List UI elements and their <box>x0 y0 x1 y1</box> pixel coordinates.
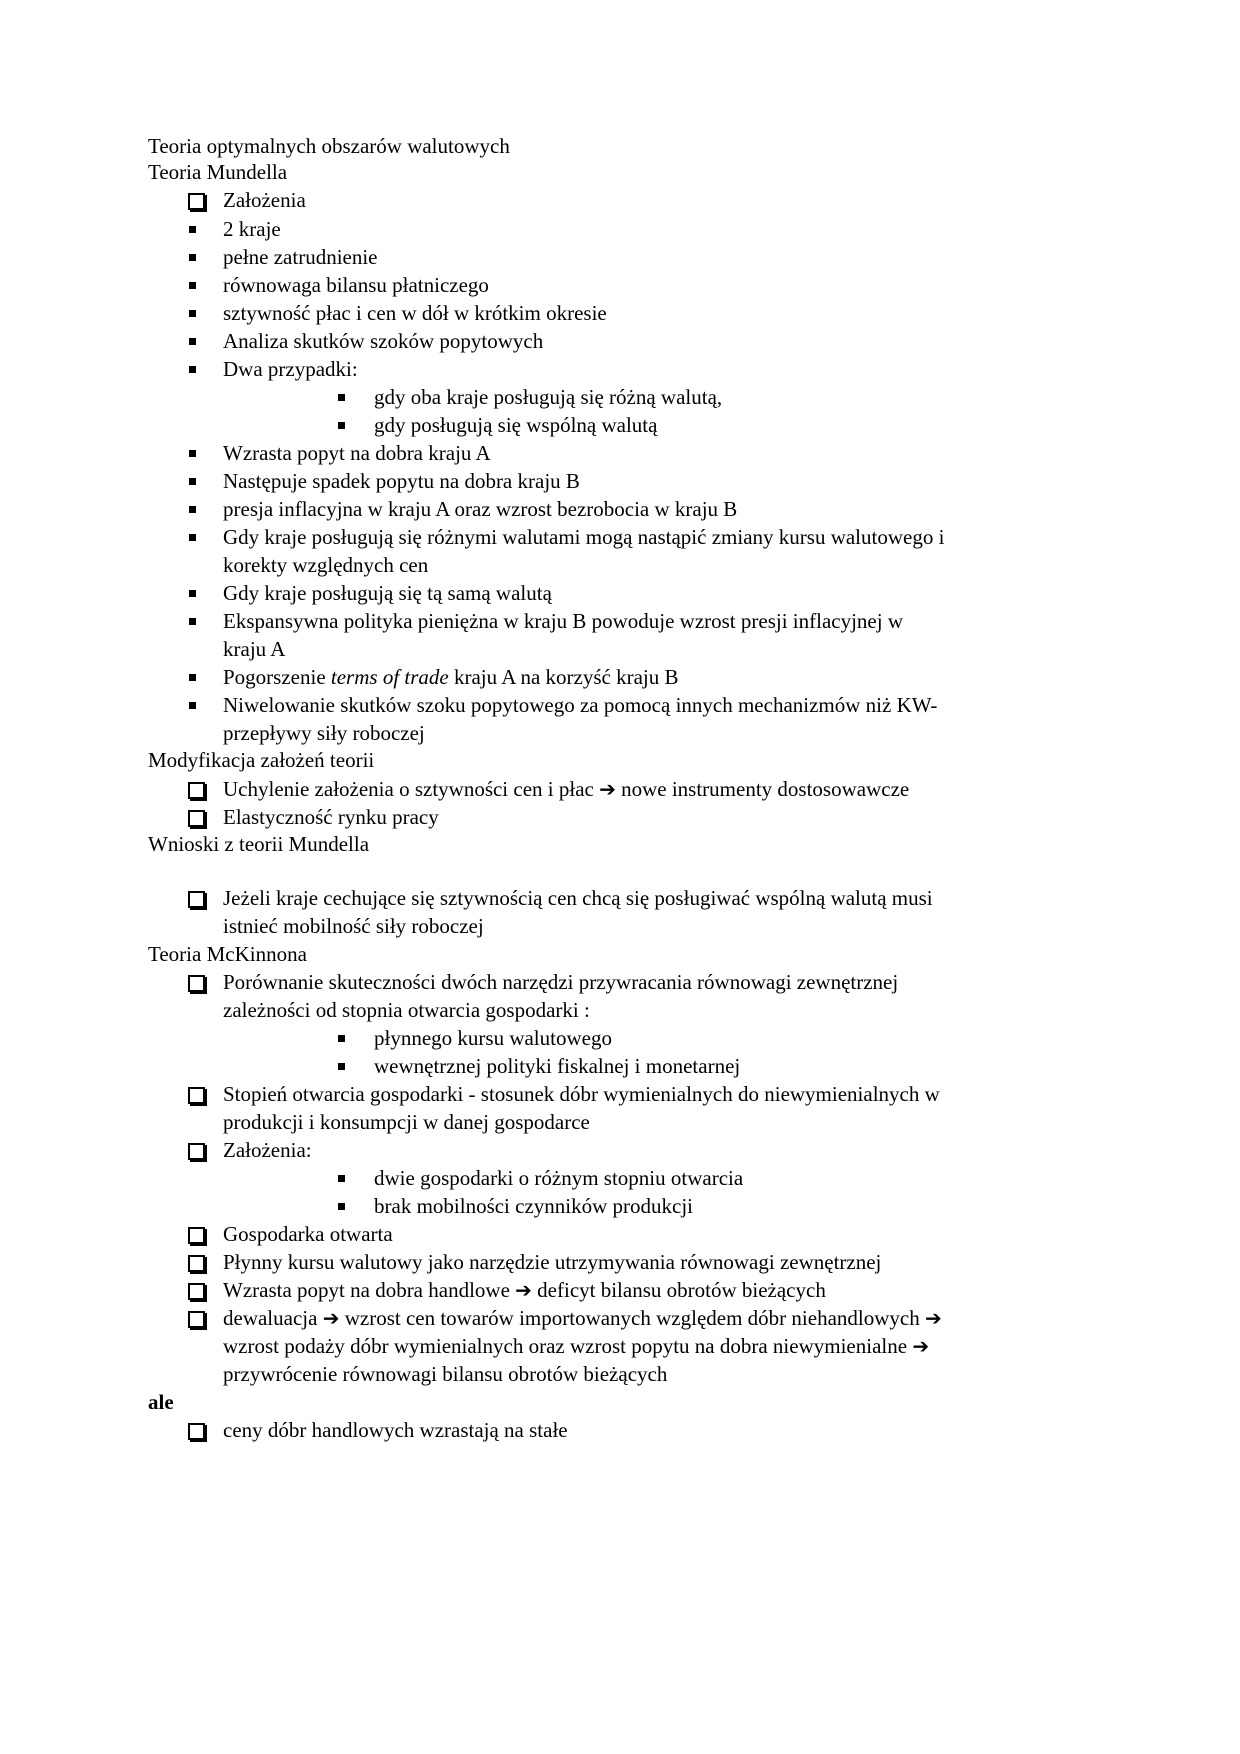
list-item-continuation: zależności od stopnia otwarcia gospodarki : <box>223 998 590 1022</box>
checkbox-icon <box>188 975 205 992</box>
list-item: Niwelowanie skutków szoku popytowego za pomocą innych mechanizmów niż KW- <box>223 693 938 717</box>
checkbox-icon <box>188 1087 205 1104</box>
square-bullet-icon <box>338 394 345 401</box>
checkbox-icon <box>188 193 205 210</box>
checkbox-icon <box>188 782 205 799</box>
square-bullet-icon <box>189 506 196 513</box>
text-run: wzrost podaży dóbr wymienialnych oraz wzrost popytu na dobra niewymienialne <box>223 1334 913 1358</box>
list-item <box>223 775 909 803</box>
list-item-continuation: kraju A <box>223 637 286 661</box>
checkbox-icon <box>188 891 205 908</box>
emphasis-text: terms of trade <box>330 665 449 689</box>
sub-list-item: wewnętrznej polityki fiskalnej i monetarnej <box>374 1054 741 1078</box>
square-bullet-icon <box>189 282 196 289</box>
list-item-continuation: przywrócenie równowagi bilansu obrotów bieżących <box>223 1362 668 1386</box>
section-heading-wnioski: Wnioski z teorii Mundella <box>148 832 370 856</box>
list-item: sztywność płac i cen w dół w krótkim okresie <box>223 301 607 325</box>
square-bullet-icon <box>189 450 196 457</box>
square-bullet-icon <box>338 1203 345 1210</box>
checkbox-icon <box>188 1227 205 1244</box>
checkbox-icon <box>188 1311 205 1328</box>
arrow-right-icon: ➔ <box>515 1278 532 1302</box>
arrow-right-icon: ➔ <box>599 777 616 801</box>
text-run: deficyt bilansu obrotów bieżących <box>531 1278 826 1302</box>
text-run: dewaluacja <box>223 1306 323 1330</box>
square-bullet-icon <box>338 1035 345 1042</box>
ale-label <box>148 1388 174 1416</box>
list-item: Gospodarka otwarta <box>223 1222 393 1246</box>
list-item: Porównanie skuteczności dwóch narzędzi przywracania równowagi zewnętrznej <box>223 970 899 994</box>
list-item-continuation: istnieć mobilność siły roboczej <box>223 914 484 938</box>
list-item: Gdy kraje posługują się różnymi walutami mogą nastąpić zmiany kursu walutowego i <box>223 525 945 549</box>
list-item: Płynny kursu walutowy jako narzędzie utrzymywania równowagi zewnętrznej <box>223 1250 882 1274</box>
text-run: wzrost cen towarów importowanych względem dóbr niehandlowych <box>339 1306 925 1330</box>
section-heading-mundell: Teoria Mundella <box>148 160 288 184</box>
arrow-right-icon: ➔ <box>912 1334 930 1358</box>
list-item: Analiza skutków szoków popytowych <box>223 329 544 353</box>
square-bullet-icon <box>189 478 196 485</box>
sub-list-item: brak mobilności czynników produkcji <box>374 1194 694 1218</box>
square-bullet-icon <box>189 338 196 345</box>
list-item-continuation: przepływy siły roboczej <box>223 721 425 745</box>
checkbox-icon <box>188 1423 205 1440</box>
list-item: Ekspansywna polityka pieniężna w kraju B powoduje wzrost presji inflacyjnej w <box>223 609 903 633</box>
square-bullet-icon <box>189 310 196 317</box>
list-item: pełne zatrudnienie <box>223 245 378 269</box>
square-bullet-icon <box>189 618 196 625</box>
document-title: Teoria optymalnych obszarów walutowych <box>148 134 510 158</box>
square-bullet-icon <box>189 590 196 597</box>
section-heading-modyfikacja: Modyfikacja założeń teorii <box>148 748 375 772</box>
square-bullet-icon <box>338 1175 345 1182</box>
section-heading-mckinnon: Teoria McKinnona <box>148 942 307 966</box>
square-bullet-icon <box>338 422 345 429</box>
list-item: Stopień otwarcia gospodarki - stosunek dóbr wymienialnych do niewymienialnych w <box>223 1082 940 1106</box>
checkbox-icon <box>188 1283 205 1300</box>
bold-text: ale <box>148 1390 174 1414</box>
list-item: Dwa przypadki: <box>223 357 358 381</box>
list-item <box>223 1304 942 1332</box>
list-item: Gdy kraje posługują się tą samą walutą <box>223 581 552 605</box>
list-item: presja inflacyjna w kraju A oraz wzrost bezrobocia w kraju B <box>223 497 738 521</box>
checkbox-icon <box>188 1143 205 1160</box>
square-bullet-icon <box>189 226 196 233</box>
square-bullet-icon <box>189 674 196 681</box>
arrow-right-icon: ➔ <box>322 1306 340 1330</box>
square-bullet-icon <box>189 534 196 541</box>
list-item: Założenia: <box>223 1138 312 1162</box>
list-item-continuation: korekty względnych cen <box>223 553 429 577</box>
checkbox-icon <box>188 810 205 827</box>
sub-list-item: gdy oba kraje posługują się różną walutą, <box>374 385 723 409</box>
checkbox-icon <box>188 1255 205 1272</box>
text-run: Wzrasta popyt na dobra handlowe <box>223 1278 516 1302</box>
list-item-continuation <box>223 1332 929 1360</box>
text-run: Pogorszenie <box>223 665 331 689</box>
list-item <box>223 663 679 691</box>
text-run: Uchylenie założenia o sztywności cen i płac <box>223 777 600 801</box>
square-bullet-icon <box>189 702 196 709</box>
list-item-continuation: produkcji i konsumpcji w danej gospodarce <box>223 1110 590 1134</box>
list-item: Elastyczność rynku pracy <box>223 805 439 829</box>
list-item: 2 kraje <box>223 217 281 241</box>
list-item <box>223 1276 826 1304</box>
square-bullet-icon <box>189 366 196 373</box>
list-item: Założenia <box>223 188 306 212</box>
square-bullet-icon <box>189 254 196 261</box>
square-bullet-icon <box>338 1063 345 1070</box>
text-run: kraju A na korzyść kraju B <box>448 665 679 689</box>
sub-list-item: płynnego kursu walutowego <box>374 1026 612 1050</box>
list-item: Jeżeli kraje cechujące się sztywnością cen chcą się posługiwać wspólną walutą musi <box>223 886 933 910</box>
sub-list-item: gdy posługują się wspólną walutą <box>374 413 658 437</box>
list-item: Wzrasta popyt na dobra kraju A <box>223 441 491 465</box>
list-item: Następuje spadek popytu na dobra kraju B <box>223 469 580 493</box>
sub-list-item: dwie gospodarki o różnym stopniu otwarcia <box>374 1166 744 1190</box>
list-item: równowaga bilansu płatniczego <box>223 273 489 297</box>
arrow-right-icon: ➔ <box>924 1306 942 1330</box>
list-item: ceny dóbr handlowych wzrastają na stałe <box>223 1418 568 1442</box>
text-run: nowe instrumenty dostosowawcze <box>615 777 910 801</box>
